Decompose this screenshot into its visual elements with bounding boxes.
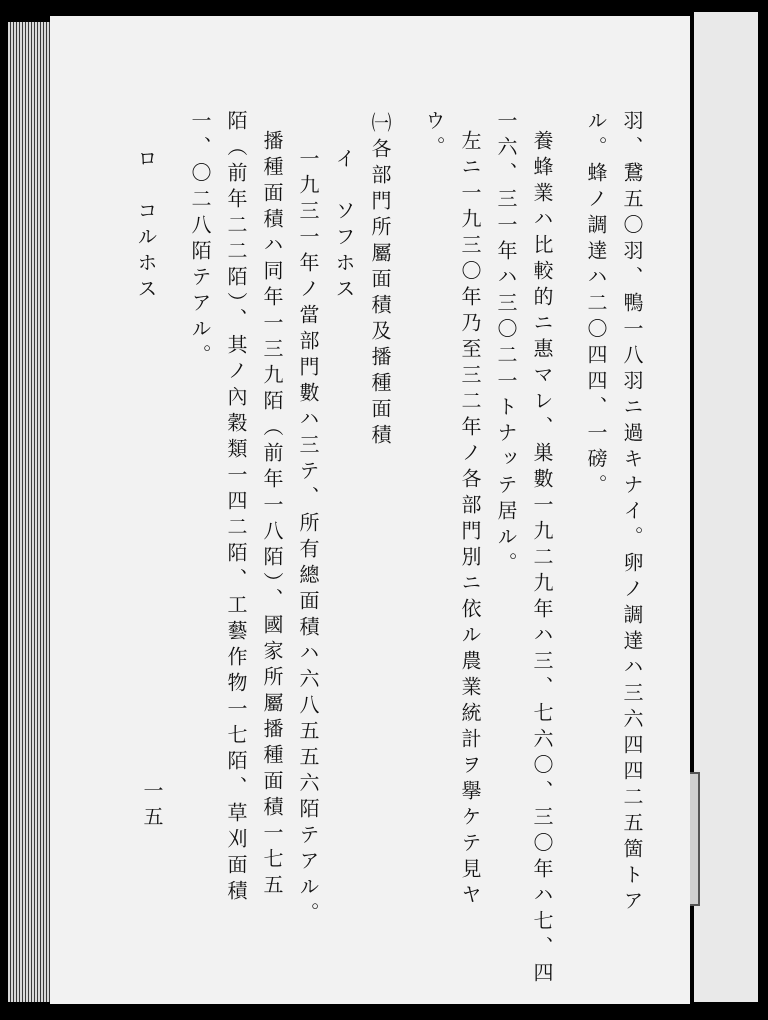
text-line-2: ル。蜂ノ調達ハ二〇四四、一磅。: [584, 110, 608, 500]
text-line-9: 一九三一年ノ當部門數ハ三テ、所有總面積ハ六八五五六陌テアル。: [296, 148, 320, 928]
text-line-4: 一六、三一年ハ三〇二一トナッテ居ル。: [494, 110, 518, 578]
book-page-edges: [8, 22, 52, 1002]
text-line-3: 養蜂業ハ比較的ニ惠マレ、巣數一九二九年ハ三、七六〇、三〇年ハ七、四: [530, 130, 554, 988]
text-line-12: 一、〇二八陌テアル。: [188, 110, 212, 370]
section-heading: ㈠各部門所屬面積及播種面積: [368, 112, 392, 450]
text-line-6: ウ。: [422, 110, 446, 162]
page-number: 一五: [140, 780, 164, 832]
subsection-heading-sovkhoz: イ ソフホス: [332, 148, 356, 304]
subsection-heading-kolkhoz: ロ コルホス: [134, 148, 158, 304]
book-page: [50, 16, 690, 1004]
text-line-11: 陌（前年二二陌）、其ノ內穀類一四二陌、工藝作物一七陌、草刈面積: [224, 110, 248, 906]
text-line-10: 播種面積ハ同年一三九陌（前年一八陌）、國家所屬播種面積一七五: [260, 130, 284, 900]
text-line-1: 羽、鵞五〇羽、鴨一八羽ニ過キナイ。卵ノ調達ハ三六四四二五箇トア: [620, 110, 644, 916]
facing-page: [694, 12, 758, 1002]
text-line-5: 左ニ一九三〇年乃至三二年ノ各部門別ニ依ル農業統計ヲ擧ケテ見ヤ: [458, 130, 482, 910]
